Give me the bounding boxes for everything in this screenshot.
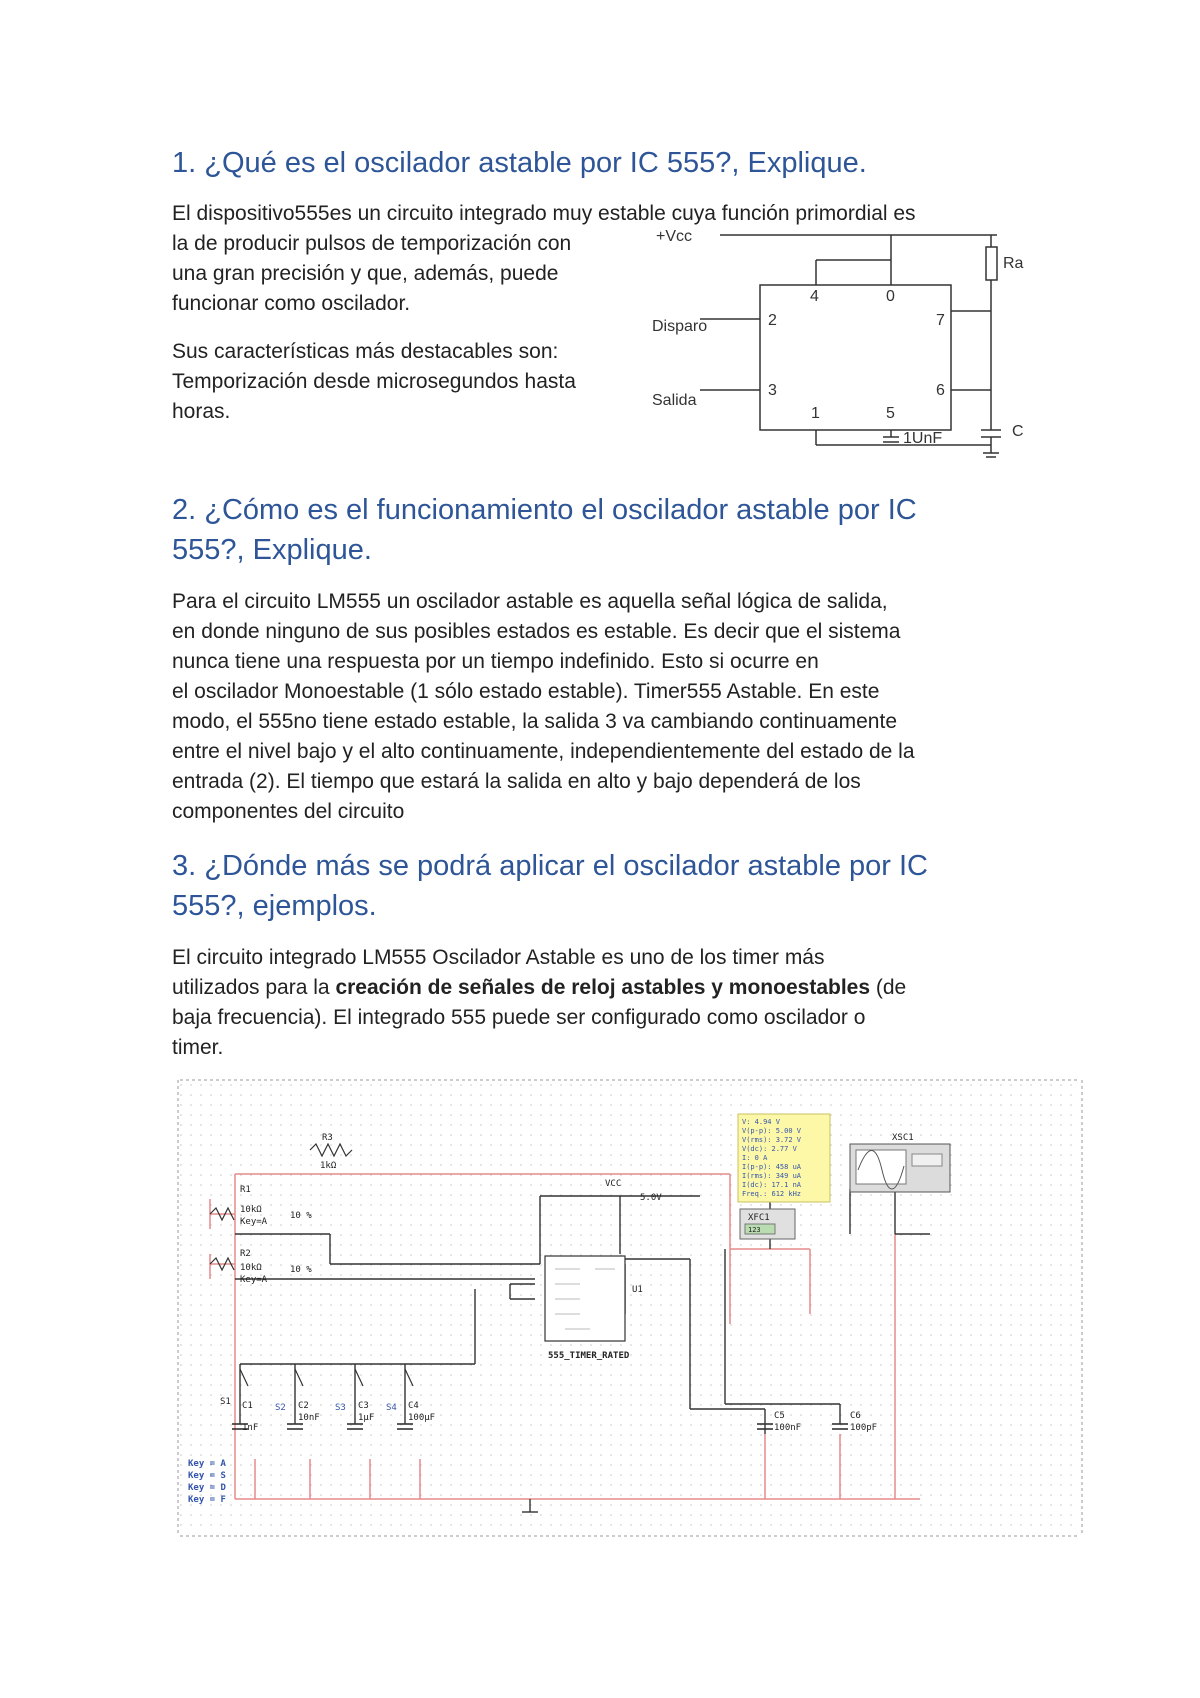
disparo-label: Disparo bbox=[652, 318, 708, 335]
section-2-line1: Para el circuito LM555 un oscilador astable es aquella señal lógica de salida, bbox=[172, 590, 888, 613]
s4-label: S4 bbox=[386, 1403, 397, 1413]
section-3-line2-post: (de bbox=[870, 976, 907, 999]
pin-2-label: 2 bbox=[768, 312, 777, 329]
probe-line-5: I: 0 A bbox=[742, 1154, 768, 1162]
r1-label: R1 bbox=[240, 1185, 251, 1195]
key-d: Key = D bbox=[188, 1483, 226, 1493]
c5-label: C5 bbox=[774, 1411, 785, 1421]
probe-line-9: Freq.: 612 kHz bbox=[742, 1190, 802, 1198]
c6-label: C6 bbox=[850, 1411, 861, 1421]
c1-value: 1nF bbox=[242, 1423, 259, 1433]
section-1-para1-line1: la de producir pulsos de temporización con bbox=[172, 232, 572, 255]
ic555-diagram bbox=[640, 225, 1040, 460]
r2-value: 10kΩ bbox=[240, 1263, 262, 1273]
section-2-line5: modo, el 555no tiene estado estable, la salida 3 va cambiando continuamente bbox=[172, 710, 897, 733]
r1-value: 10kΩ bbox=[240, 1205, 262, 1215]
vcc-value: 5.0V bbox=[640, 1193, 662, 1203]
c6-value: 100pF bbox=[850, 1423, 878, 1433]
r2-percent: 10 % bbox=[290, 1265, 312, 1275]
c2-value: 10nF bbox=[298, 1413, 320, 1423]
section-3-line2-pre: utilizados para la bbox=[172, 976, 336, 999]
section-1-title: 1. ¿Qué es el oscilador astable por IC 555?, Explique. bbox=[172, 147, 867, 179]
ra-label: Ra bbox=[1003, 255, 1024, 272]
pin-1-label: 1 bbox=[811, 405, 820, 422]
section-2-title-line2: 555?, Explique. bbox=[172, 534, 372, 566]
section-2-title-line1: 2. ¿Cómo es el funcionamiento el oscilador astable por IC bbox=[172, 494, 917, 526]
capacitor-value-label: 1UnF bbox=[903, 430, 943, 447]
c3-label: C3 bbox=[358, 1401, 369, 1411]
xfc1-value: 123 bbox=[748, 1226, 761, 1234]
section-3-line4: timer. bbox=[172, 1036, 224, 1059]
s2-label: S2 bbox=[275, 1403, 286, 1413]
probe-line-7: I(rms): 349 uA bbox=[742, 1172, 802, 1180]
r2-key: Key=A bbox=[240, 1275, 268, 1285]
section-2-line6: entre el nivel bajo y el alto continuamente, independientemente del estado de la bbox=[172, 740, 915, 763]
section-1-para2-line2: Temporización desde microsegundos hasta bbox=[172, 370, 576, 393]
vcc-label: +Vcc bbox=[656, 228, 693, 245]
r2-label: R2 bbox=[240, 1249, 251, 1259]
c5-value: 100nF bbox=[774, 1423, 802, 1433]
key-s: Key = S bbox=[188, 1471, 226, 1481]
c-label: C bbox=[1012, 423, 1024, 440]
pin-5-label: 5 bbox=[886, 405, 895, 422]
timer-label: 555_TIMER_RATED bbox=[548, 1351, 630, 1361]
section-3-line1: El circuito integrado LM555 Oscilador Astable es uno de los timer más bbox=[172, 946, 825, 969]
pin-3-label: 3 bbox=[768, 382, 777, 399]
section-3-title-line2: 555?, ejemplos. bbox=[172, 890, 377, 922]
section-2-line8: componentes del circuito bbox=[172, 800, 405, 823]
section-2-line4: el oscilador Monoestable (1 sólo estado estable). Timer555 Astable. En este bbox=[172, 680, 880, 703]
xsc1-label: XSC1 bbox=[892, 1133, 914, 1143]
r1-key: Key=A bbox=[240, 1217, 268, 1227]
key-f: Key = F bbox=[188, 1495, 226, 1505]
probe-line-3: V(rms): 3.72 V bbox=[742, 1136, 802, 1144]
xfc1-label: XFC1 bbox=[748, 1213, 770, 1223]
c2-label: C2 bbox=[298, 1401, 309, 1411]
section-1-para1-line3: funcionar como oscilador. bbox=[172, 292, 411, 315]
section-3-title-line1: 3. ¿Dónde más se podrá aplicar el oscilador astable por IC bbox=[172, 850, 928, 882]
section-3-line2 bbox=[172, 973, 906, 1003]
section-1-intro: El dispositivo555es un circuito integrado muy estable cuya función primordial es bbox=[172, 202, 916, 225]
pin-6-label: 6 bbox=[936, 382, 945, 399]
r3-label: R3 bbox=[322, 1133, 333, 1143]
probe-line-6: I(p-p): 458 uA bbox=[742, 1163, 802, 1171]
probe-line-8: I(dc): 17.1 nA bbox=[742, 1181, 802, 1189]
c4-value: 100µF bbox=[408, 1413, 436, 1423]
pin-7-label: 7 bbox=[936, 312, 945, 329]
key-a: Key = A bbox=[188, 1459, 226, 1469]
pin-4-label: 4 bbox=[810, 288, 819, 305]
section-2-line7: entrada (2). El tiempo que estará la salida en alto y bajo dependerá de los bbox=[172, 770, 861, 793]
r3-value: 1kΩ bbox=[320, 1161, 337, 1171]
circuit-schematic bbox=[170, 1074, 1090, 1544]
c1-label: C1 bbox=[242, 1401, 253, 1411]
u1-label: U1 bbox=[632, 1285, 643, 1295]
section-1-para2-line1: Sus características más destacables son: bbox=[172, 340, 559, 363]
salida-label: Salida bbox=[652, 392, 697, 409]
section-3-line3: baja frecuencia). El integrado 555 puede ser configurado como oscilador o bbox=[172, 1006, 866, 1029]
r1-percent: 10 % bbox=[290, 1211, 312, 1221]
section-1-para2-line3: horas. bbox=[172, 400, 231, 423]
probe-line-2: V(p-p): 5.00 V bbox=[742, 1127, 802, 1135]
pin-0-label: 0 bbox=[886, 288, 895, 305]
section-2-line3: nunca tiene una respuesta por un tiempo indefinido. Esto si ocurre en bbox=[172, 650, 819, 673]
probe-line-1: V: 4.94 V bbox=[742, 1118, 780, 1126]
c4-label: C4 bbox=[408, 1401, 419, 1411]
s1-label: S1 bbox=[220, 1397, 231, 1407]
vcc-label: VCC bbox=[605, 1179, 622, 1189]
s3-label: S3 bbox=[335, 1403, 346, 1413]
section-1-para1-line2: una gran precisión y que, además, puede bbox=[172, 262, 559, 285]
c3-value: 1µF bbox=[358, 1413, 375, 1423]
section-3-line2-bold: creación de señales de reloj astables y monoestables bbox=[335, 976, 871, 999]
section-2-line2: en donde ninguno de sus posibles estados es estable. Es decir que el sistema bbox=[172, 620, 901, 643]
probe-line-4: V(dc): 2.77 V bbox=[742, 1145, 797, 1153]
